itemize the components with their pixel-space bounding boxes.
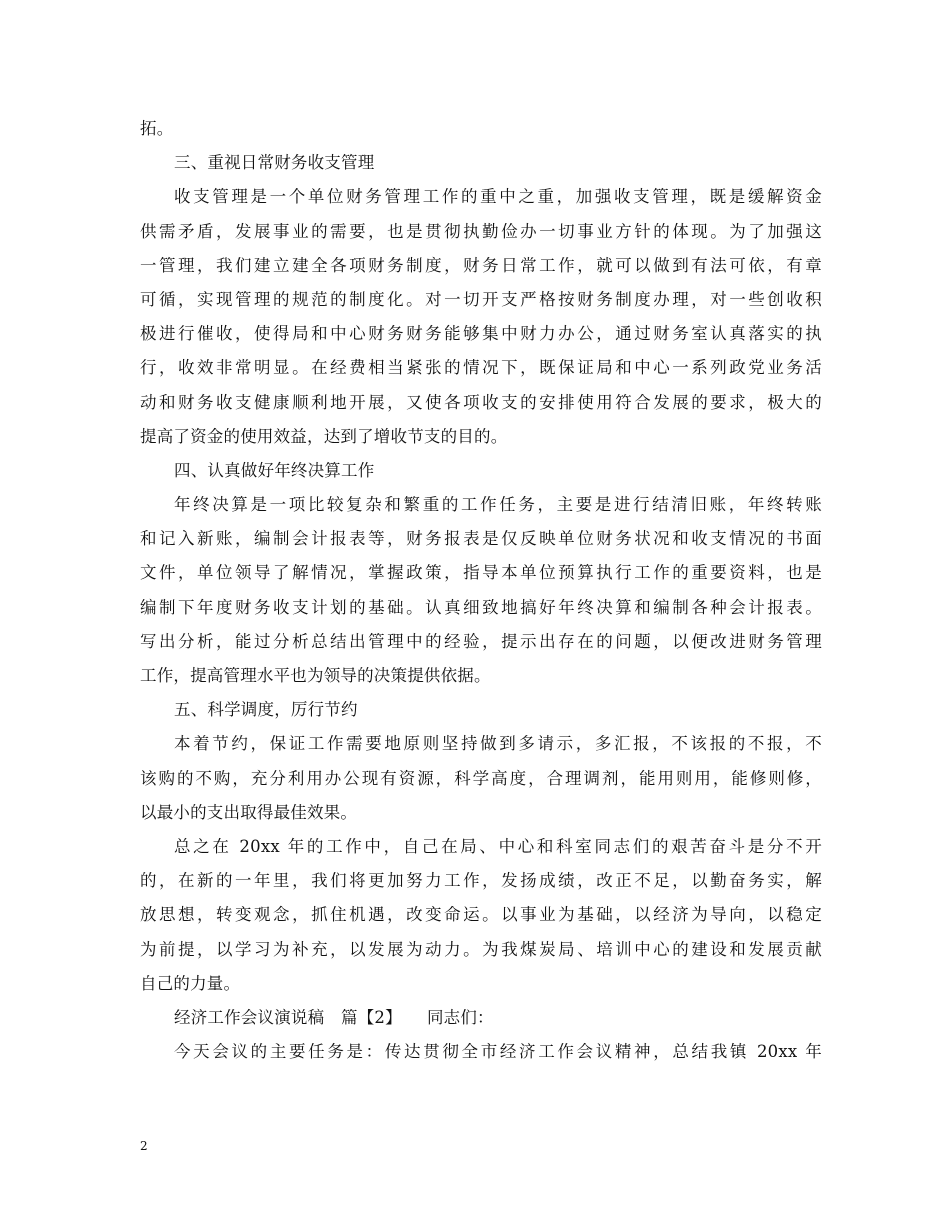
text-line: 极进行催收，使得局和中心财务财务能够集中财力办公，通过财务室认真落实的执 (140, 324, 822, 344)
text-line: 经济工作会议演说稿 篇【2】 同志们： (174, 1007, 494, 1027)
text-line: 动和财务收支健康顺利地开展，又使各项收支的安排使用符合发展的要求，极大的 (140, 392, 822, 412)
text-line: 收支管理是一个单位财务管理工作的重中之重，加强收支管理，既是缓解资金 (174, 187, 822, 207)
text-line: 为前提，以学习为补充，以发展为动力。为我煤炭局、培训中心的建设和发展贡献 (140, 939, 822, 959)
text-line: 三、重视日常财务收支管理 (174, 153, 375, 173)
page-number: 2 (140, 1139, 148, 1153)
text-line: 供需矛盾，发展事业的需要，也是贯彻执勤俭办一切事业方针的体现。为了加强这 (140, 221, 822, 241)
text-line: 自己的力量。 (140, 973, 241, 993)
text-line: 总之在 20xx 年的工作中，自己在局、中心和科室同志们的艰苦奋斗是分不开 (174, 836, 822, 856)
text-line: 文件，单位领导了解情况，掌握政策，指导本单位预算执行工作的重要资料，也是 (140, 563, 822, 583)
text-line: 该购的不购，充分利用办公现有资源，科学高度，合理调剂，能用则用，能修则修， (140, 768, 822, 788)
text-line: 的，在新的一年里，我们将更加努力工作，发扬成绩，改正不足，以勤奋务实，解 (140, 871, 822, 891)
text-line: 一管理，我们建立建全各项财务制度，财务日常工作，就可以做到有法可依，有章 (140, 255, 822, 275)
text-line: 可循，实现管理的规范的制度化。对一切开支严格按财务制度办理，对一些创收积 (140, 289, 822, 309)
text-line: 提高了资金的使用效益，达到了增收节支的目的。 (140, 426, 508, 446)
text-line: 五、科学调度，厉行节约 (174, 700, 358, 720)
text-line: 和记入新账，编制会计报表等，财务报表是仅反映单位财务状况和收支情况的书面 (140, 529, 822, 549)
text-line: 四、认真做好年终决算工作 (174, 460, 375, 480)
text-line: 放思想，转变观念，抓住机遇，改变命运。以事业为基础，以经济为导向，以稳定 (140, 905, 822, 925)
text-line: 以最小的支出取得最佳效果。 (140, 802, 358, 822)
text-line: 编制下年度财务收支计划的基础。认真细致地搞好年终决算和编制各种会计报表。 (140, 597, 822, 617)
text-line: 本着节约，保证工作需要地原则坚持做到多请示，多汇报，不该报的不报，不 (174, 734, 822, 754)
text-line: 年终决算是一项比较复杂和繁重的工作任务，主要是进行结清旧账，年终转账 (174, 495, 822, 515)
document-body (140, 112, 822, 1069)
text-line: 写出分析，能过分析总结出管理中的经验，提示出存在的问题，以便改进财务管理 (140, 631, 822, 651)
text-line: 今天会议的主要任务是：传达贯彻全市经济工作会议精神，总结我镇 20xx 年 (174, 1042, 822, 1062)
text-line: 行，收效非常明显。在经费相当紧张的情况下，既保证局和中心一系列政党业务活 (140, 358, 822, 378)
text-line: 工作，提高管理水平也为领导的决策提供依据。 (140, 666, 491, 685)
text-line: 拓。 (140, 119, 174, 138)
